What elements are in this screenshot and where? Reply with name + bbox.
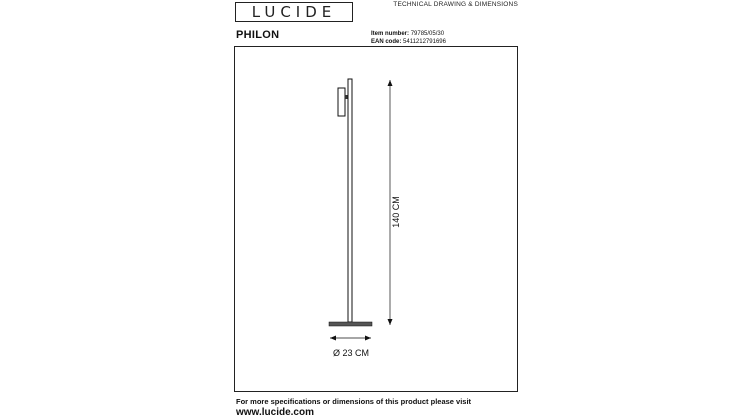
ean-value: 5411212791696 bbox=[403, 39, 446, 45]
brand-logo-text: LUCIDE bbox=[251, 3, 337, 21]
product-name: PHILON bbox=[236, 29, 280, 41]
height-arrow-top bbox=[388, 80, 393, 86]
technical-drawing bbox=[234, 46, 518, 392]
lamp-pole-shape bbox=[348, 79, 352, 322]
product-meta bbox=[371, 30, 446, 46]
website-link[interactable]: www.lucide.com bbox=[236, 407, 314, 418]
item-number-label: Item number: bbox=[371, 31, 410, 37]
brand-logo bbox=[235, 2, 353, 22]
diameter-arrow-right bbox=[365, 336, 371, 341]
document-type-header: TECHNICAL DRAWING & DIMENSIONS bbox=[393, 1, 518, 8]
diameter-arrow-left bbox=[330, 336, 336, 341]
height-dimension-label: 140 CM bbox=[391, 196, 401, 228]
footer-note: For more specifications or dimensions of this product please visit bbox=[236, 397, 472, 406]
diameter-dimension-label: Ø 23 CM bbox=[332, 348, 370, 358]
item-number-row bbox=[371, 30, 446, 38]
lamp-base-shape bbox=[329, 322, 372, 326]
ean-row bbox=[371, 38, 446, 46]
lamp-head-shape bbox=[338, 88, 345, 116]
ean-label: EAN code: bbox=[371, 39, 402, 45]
item-number-value: 79785/05/30 bbox=[410, 31, 445, 37]
height-arrow-bottom bbox=[388, 319, 393, 325]
